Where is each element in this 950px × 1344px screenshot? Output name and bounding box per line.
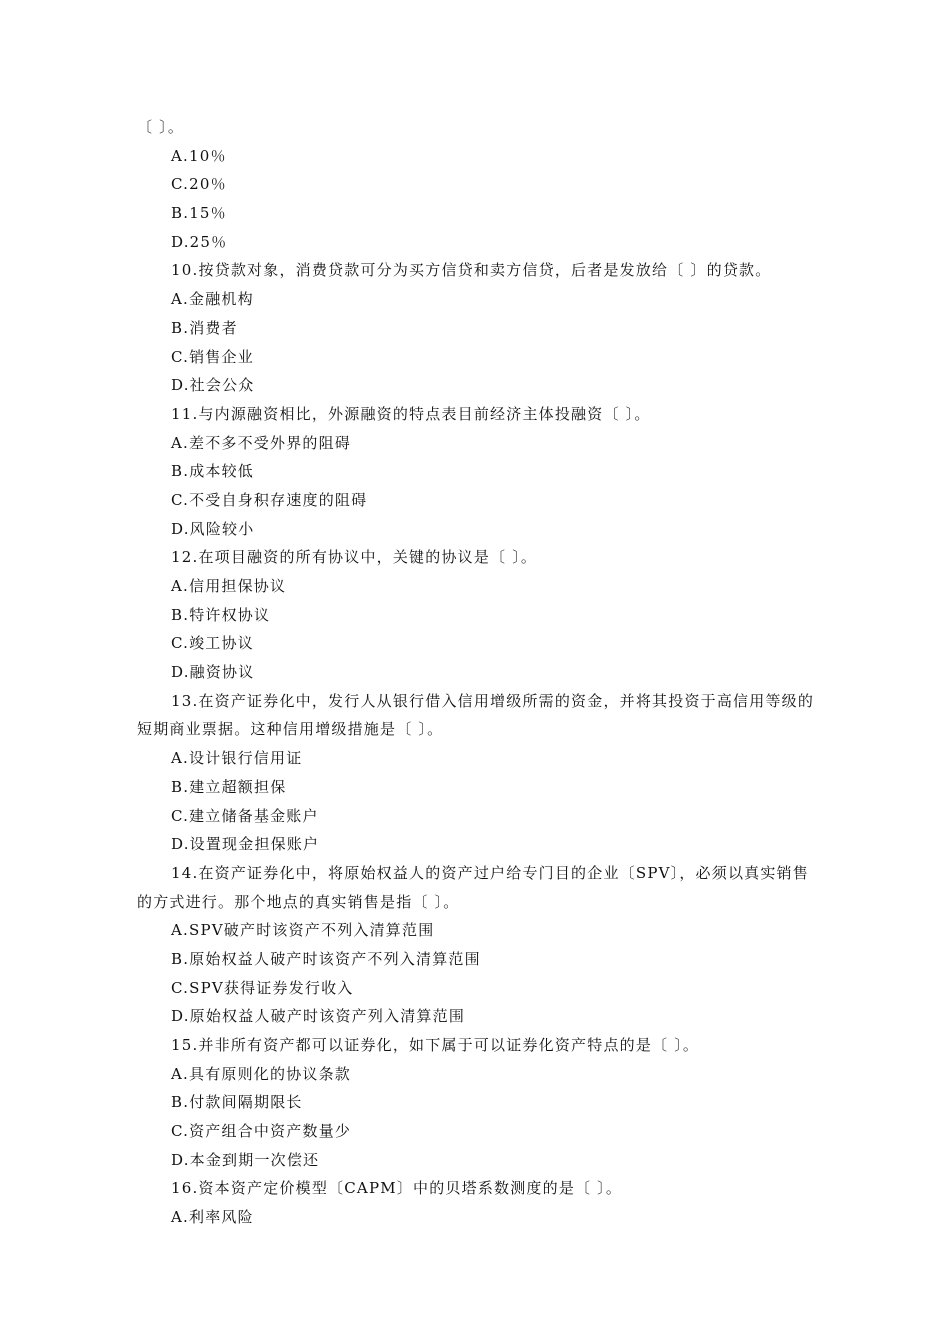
- option-line: A.10％: [171, 146, 227, 165]
- question-stem: 11.与内源融资相比，外源融资的特点表目前经济主体投融资〔 〕。: [171, 404, 651, 423]
- option-line: C.竣工协议: [171, 634, 254, 653]
- option-line: A.具有原则化的协议条款: [171, 1064, 352, 1083]
- option-line: A.SPV破产时该资产不列入清算范围: [171, 921, 435, 940]
- option-line: A.利率风险: [171, 1208, 254, 1227]
- option-line: C.资产组合中资产数量少: [171, 1122, 352, 1141]
- option-line: A.设计银行信用证: [171, 749, 303, 768]
- answer-blank-line: 〔 〕。: [137, 118, 185, 136]
- option-line: A.信用担保协议: [171, 577, 287, 595]
- question-list: [137, 113, 837, 1232]
- question-stem: 14.在资产证券化中，将原始权益人的资产过户给专门目的企业〔SPV〕，必须以真实销售: [171, 863, 809, 882]
- question-stem: 13.在资产证券化中，发行人从银行借入信用增级所需的资金，并将其投资于高信用等级的: [171, 691, 815, 710]
- question-stem-continuation: 的方式进行。那个地点的真实销售是指〔 〕。: [137, 892, 460, 911]
- option-line: B.消费者: [171, 318, 238, 337]
- option-line: C.SPV获得证券发行收入: [171, 978, 354, 997]
- option-line: D.原始权益人破产时该资产列入清算范围: [171, 1007, 466, 1026]
- option-line: B.成本较低: [171, 462, 254, 481]
- option-line: D.25％: [171, 232, 228, 251]
- option-line: B.建立超额担保: [171, 777, 287, 796]
- option-line: D.融资协议: [171, 663, 255, 682]
- option-line: D.社会公众: [171, 376, 255, 395]
- option-line: C.销售企业: [171, 347, 254, 366]
- option-line: A.差不多不受外界的阻碍: [171, 433, 352, 452]
- option-line: A.金融机构: [171, 290, 254, 309]
- option-line: D.设置现金担保账户: [171, 835, 320, 854]
- option-line: B.15％: [171, 204, 227, 223]
- option-line: C.不受自身积存速度的阻碍: [171, 490, 368, 509]
- option-line: B.付款间隔期限长: [171, 1093, 303, 1112]
- option-line: C.建立储备基金账户: [171, 806, 319, 825]
- option-line: B.特许权协议: [171, 605, 271, 624]
- question-stem: 12.在项目融资的所有协议中，关键的协议是〔 〕。: [171, 548, 538, 567]
- question-stem: 15.并非所有资产都可以证券化，如下属于可以证券化资产特点的是〔 〕。: [171, 1036, 700, 1054]
- option-line: C.20％: [171, 175, 227, 194]
- question-stem: 16.资本资产定价模型〔CAPM〕中的贝塔系数测度的是〔 〕。: [171, 1179, 623, 1198]
- question-stem: 10.按贷款对象，消费贷款可分为买方信贷和卖方信贷，后者是发放给〔 〕的贷款。: [171, 261, 772, 280]
- question-stem-continuation: 短期商业票据。这种信用增级措施是〔 〕。: [137, 720, 444, 739]
- option-line: D.风险较小: [171, 519, 255, 538]
- option-line: B.原始权益人破产时该资产不列入清算范围: [171, 949, 481, 968]
- option-line: D.本金到期一次偿还: [171, 1150, 320, 1169]
